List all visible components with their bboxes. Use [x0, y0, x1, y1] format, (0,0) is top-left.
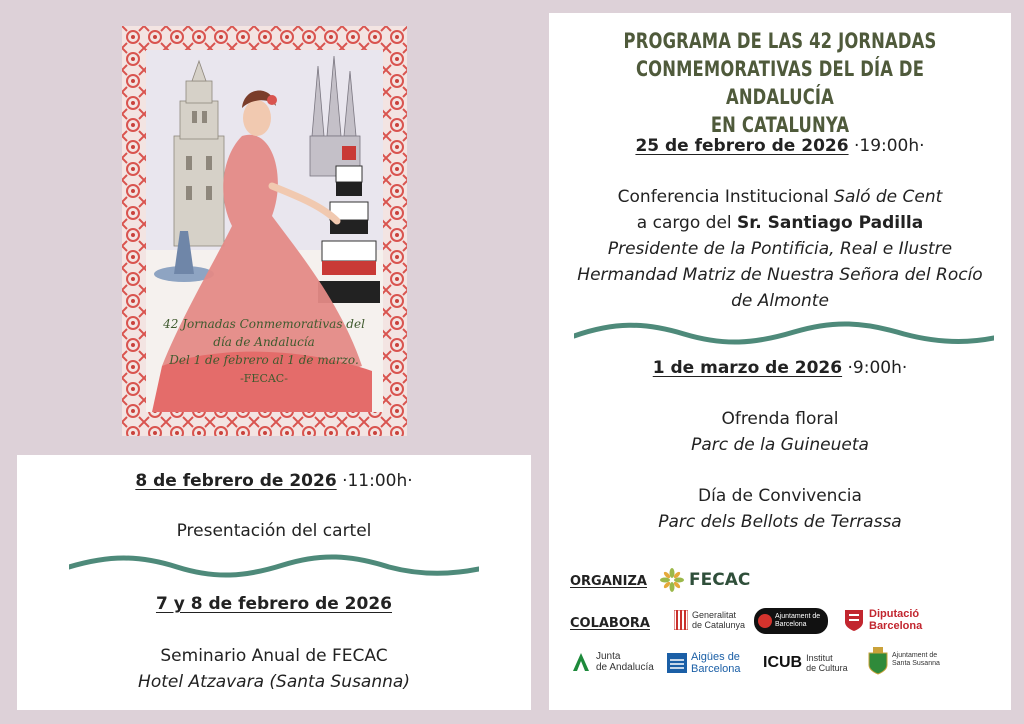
event2-item1: Ofrenda floral Parc de la Guineueta: [691, 409, 869, 455]
wave-divider: [574, 318, 994, 348]
event1-date-line: [549, 136, 1011, 156]
junta-andalucia-logo: Junta de Andalucía: [570, 651, 654, 673]
event2-date-line: [549, 358, 1011, 378]
poster-line-3: Del 1 de febrero al 1 de marzo.: [169, 353, 359, 367]
event2-date: 1 de marzo de 2026: [652, 358, 843, 378]
event2-time: ·9:00h·: [847, 358, 908, 378]
left-event1-date-line: [17, 471, 531, 491]
diputacio-barcelona-logo: Diputació Barcelona: [843, 608, 922, 632]
left-event1-text: Presentación del cartel: [176, 521, 372, 541]
icub-logo: ICUB Institut de Cultura: [763, 653, 848, 673]
generalitat-logo: Generalitat de Catalunya: [674, 610, 745, 630]
aigues-icon: [667, 653, 687, 673]
left-event2-text: Seminario Anual de FECAC Hotel Atzavara (Santa Susanna): [138, 646, 410, 692]
event1-date: 25 de febrero de 2026: [635, 136, 849, 156]
santa-susanna-logo: Ajuntament de Santa Susanna: [867, 645, 940, 675]
aigues-barcelona-logo: Aigües de Barcelona: [667, 651, 741, 675]
event1-time: ·19:00h·: [853, 136, 925, 156]
fecac-flower-icon: [659, 567, 685, 593]
fecac-logo: FECAC: [659, 567, 750, 593]
junta-icon: [570, 651, 592, 673]
left-event1-time: ·11:00h·: [342, 471, 413, 491]
program-panel: [549, 13, 1011, 710]
poster-line-4: -FECAC-: [240, 372, 288, 385]
left-event1-date: 8 de febrero de 2026: [135, 471, 337, 491]
ajuntament-barcelona-logo: Ajuntament de Barcelona: [754, 608, 828, 634]
left-event2-date-line: [17, 594, 531, 614]
event2-item2: Día de Convivencia Parc dels Bellots de Terrassa: [658, 486, 902, 532]
generalitat-icon: [674, 610, 688, 630]
poster-image: [122, 26, 407, 436]
program-title: PROGRAMA DE LAS 42 JORNADAS CONMEMORATIVAS DEL DÍA DE ANDALUCÍA EN CATALUNYA: [623, 29, 937, 137]
santa-susanna-shield-icon: [867, 645, 889, 675]
colabora-label: COLABORA: [570, 616, 650, 631]
left-event2-date: 7 y 8 de febrero de 2026: [155, 594, 393, 614]
poster-line-2: día de Andalucía: [213, 335, 315, 349]
poster-illustration: [122, 26, 407, 436]
wave-divider-left: [69, 551, 479, 581]
organiza-label: ORGANIZA: [570, 574, 647, 589]
barcelona-shield-icon: [758, 614, 772, 628]
early-events-panel: [17, 455, 531, 710]
event1-description: Conferencia Institucional Saló de Cent a cargo del Sr. Santiago Padilla Presidente de la Pontificia, Real e Ilustre Hermandad Matriz de Nuestra Señora del Rocío de Almonte: [577, 187, 983, 311]
diputacio-shield-icon: [843, 608, 865, 632]
poster-line-1: 42 Jornadas Conmemorativas del: [163, 317, 365, 331]
